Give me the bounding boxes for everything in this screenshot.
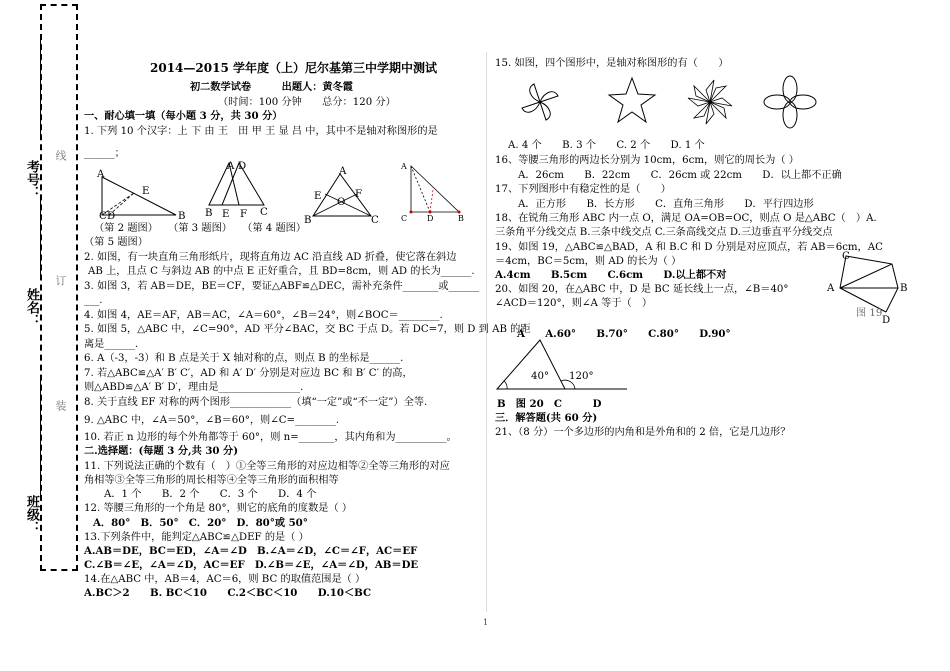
q3-line1: 3. 如图 3，若 AB＝DE，BE＝CF，要证△ABF≌△DEC，需补充条件_______或______	[84, 281, 480, 292]
fig5-label-d: D	[427, 214, 434, 223]
q17: 17、下列图形中有稳定性的是（ ）	[495, 184, 671, 195]
q21: 21、（8 分）一个多边形的内角和是外角和的 2 倍，它是几边形？	[495, 427, 791, 438]
q5-line1: 5. 如图 5，△ABC 中，∠C=90°，AD 平分∠BAC，交 BC 于点 D。若 DC=7，则 D 到 AB 的距	[84, 324, 531, 335]
fig20-angle-acd: 120°	[569, 371, 594, 382]
q12: 12. 等腰三角形的一个角是 80°，则它的底角的度数是（ ）	[84, 503, 353, 514]
windmill-shape	[688, 80, 732, 124]
fig2-label-c: C	[99, 211, 107, 222]
fig20-caption: B 图 20 C D	[497, 398, 602, 410]
fig4-label-e: E	[314, 191, 322, 202]
star-shape	[609, 78, 655, 122]
q9: 9. △ABC 中，∠A＝50°，∠B＝60°，则∠C=________.	[84, 415, 340, 426]
mark-xian: 线	[54, 150, 67, 161]
q13-options-ab: A.AB＝DE，BC＝ED，∠A＝∠D B.∠A＝∠D，∠C＝∠F，AC＝EF	[84, 545, 418, 557]
q8: 8. 关于直线 EF 对称的两个图形____________（填“一定”或“不一定”）全等.	[84, 397, 428, 408]
q5-line2: 离是______.	[84, 339, 139, 350]
mark-zhuang: 装	[54, 400, 67, 411]
q11-line2: 角相等③全等三角形的周长相等④全等三角形的面积相等	[84, 475, 339, 486]
q11-options: A．1 个 B．2 个 C．3 个 D．4 个	[104, 489, 317, 500]
exam-title: 2014—2015 学年度（上）尼尔基第三中学期中测试	[150, 61, 437, 75]
q15-shapes	[515, 75, 895, 130]
fig19-label-a: A	[827, 283, 835, 294]
page-number: 1	[483, 618, 489, 627]
section-1-heading: 一、耐心填一填（每小题 3 分，共 30 分）	[84, 110, 283, 122]
fig2-label-b: B	[178, 211, 186, 222]
q19-line2: ＝4cm，BC＝5cm，则 AD 的长为（ ）	[495, 256, 682, 267]
xingming-label: 姓名：	[24, 288, 39, 327]
xingming-line	[40, 195, 41, 280]
figure-5	[405, 160, 465, 220]
fig19-caption: 图 19	[856, 308, 883, 319]
fig2-label-d: D	[107, 211, 116, 222]
q20-line2: ∠ACD＝120°，则∠A 等于（ ）	[495, 298, 653, 309]
fig3-label-a: A	[227, 161, 235, 172]
q16-options: A．26cm B．22cm C．26cm 或 22cm D．以上都不正确	[518, 170, 842, 181]
fig3-label-d: D	[238, 161, 247, 172]
q15: 15. 如图，四个图形中，是轴对称图形的有（ ）	[495, 58, 729, 69]
q19-options: A.4cm B.5cm C.6cm D.以上都不对	[495, 269, 727, 281]
q14-options: A.BC＞2 B. BC＜10 C.2＜BC＜10 D.10＜BC	[84, 587, 372, 599]
figure-20	[495, 337, 630, 392]
binding-margin	[40, 4, 78, 571]
q6: 6. A（-3，-3）和 B 点是关于 X 轴对称的点，则点 B 的坐标是______.	[84, 353, 404, 364]
q18-line1: 18、在锐角三角形 ABC 内一点 O，满足 OA=OB=OC，则点 O 是△ABC（ ）A.	[495, 213, 877, 224]
fig4-label-o: O	[337, 197, 346, 208]
q11-line1: 11. 下列说法正确的个数有（ ）①全等三角形的对应边相等②全等三角形的对应	[84, 461, 450, 472]
section-2-heading: 二.选择题：(每题 3 分,共 30 分)	[84, 445, 239, 457]
fig3-label-b: B	[205, 208, 213, 219]
fig19-label-c: C	[842, 251, 850, 262]
fig2-label-a: A	[97, 169, 105, 180]
banji-label: 班级：	[24, 495, 39, 534]
q17-options: A．正方形 B．长方形 C．直角三角形 D．平行四边形	[518, 199, 814, 210]
q1-line2: ______；	[84, 148, 125, 159]
fig3-label-f: F	[240, 209, 248, 220]
kaohao-label: 考号：	[24, 160, 39, 199]
q2-line2: AB 上，且点 C 与斜边 AB 的中点 E 正好重合，且 BD=8cm，则 AD 的长为______.	[88, 266, 475, 277]
q7-line2: 则△ABD≌△A′ B′ D′，理由是________________.	[84, 382, 304, 393]
section-3-heading: 三．解答题(共 60 分)	[495, 412, 598, 424]
fig3-label-c: C	[260, 207, 268, 218]
fig4-label-f: F	[355, 189, 363, 200]
mark-ding: 订	[54, 275, 67, 286]
fig5-label-a: A	[401, 162, 407, 171]
fig5-label-c: C	[401, 214, 408, 223]
q18-line2: 三条角平分线交点 B.三条中线交点 C.三条高线交点 D.三边垂直平分线交点	[495, 227, 833, 238]
q13-options-cd: C.∠B＝∠E，∠A＝∠D，AC＝EF D.∠B＝∠E，∠A＝∠D，AB＝DE	[84, 559, 419, 571]
petal-shape	[764, 76, 816, 128]
fig3-label-e: E	[222, 209, 230, 220]
fig5-caption: （第 5 题图）	[84, 237, 148, 248]
fig5-label-b: B	[458, 214, 464, 223]
figure-19	[832, 254, 907, 314]
banji-line	[40, 380, 41, 495]
q10: 10. 若正 n 边形的每个外角都等于 60°，则 n=_______，其内角和为__________。	[84, 432, 457, 443]
q13: 13.下列条件中，能判定△ABC≌△DEF 的是（ ）	[84, 532, 309, 543]
q1-line1: 1. 下列 10 个汉字：上 下 由 王 田 甲 王 显 吕 中，其中不是轴对称图形的是	[84, 126, 438, 137]
kaohao-line	[40, 40, 41, 135]
q3-line2: ___.	[84, 295, 103, 306]
q15-options: A. 4 个 B. 3 个 C. 2 个 D. 1 个	[508, 140, 705, 151]
q12-options: A．80° B．50° C．20° D．80°或 50°	[93, 517, 308, 529]
fig4-label-c: C	[371, 215, 379, 226]
fig20-angle-b: 40°	[531, 371, 550, 382]
q20-options: A A.60° B.70° C.80° D.90°	[517, 328, 731, 340]
pinwheel-shape	[522, 84, 558, 120]
fig4-label-a: A	[339, 166, 347, 177]
figure-captions: （第 2 题图） （第 3 题图） （第 4 题图）	[94, 223, 307, 234]
exam-subtitle: 初二数学试卷 出题人：黄冬霞	[190, 81, 353, 93]
fig19-label-d: D	[882, 315, 891, 326]
q14: 14.在△ABC 中，AB＝4，AC＝6，则 BC 的取值范围是（ ）	[84, 574, 366, 585]
fig19-label-b: B	[900, 283, 908, 294]
exam-meta: （时间：100 分钟 总分：120 分）	[218, 97, 396, 108]
q7-line1: 7. 若△ABC≌△A′ B′ C′，AD 和 A′ D′ 分别是对应边 BC 和 B′ C′ 的高，	[84, 368, 413, 379]
fig2-label-e: E	[142, 186, 150, 197]
fig4-label-b: B	[304, 215, 312, 226]
q19-line1: 19、如图 19，△ABC≌△BAD，A 和 B.C 和 D 分别是对应顶点，若 AB＝6cm，AC	[495, 242, 883, 253]
q20-line1: 20、如图 20，在△ABC 中，D 是 BC 延长线上一点，∠B＝40°	[495, 284, 789, 295]
q4: 4. 如图 4，AE＝AF，AB＝AC，∠A＝60°，∠B＝24°，则∠BOC＝________.	[84, 310, 443, 321]
q2-line1: 2. 如图，有一块直角三角形纸片，现将直角边 AC 沿直线 AD 折叠，使它落在斜边	[84, 252, 457, 263]
q16: 16、等腰三角形的两边长分别为 10cm，6cm，则它的周长为（ ）	[495, 155, 799, 166]
